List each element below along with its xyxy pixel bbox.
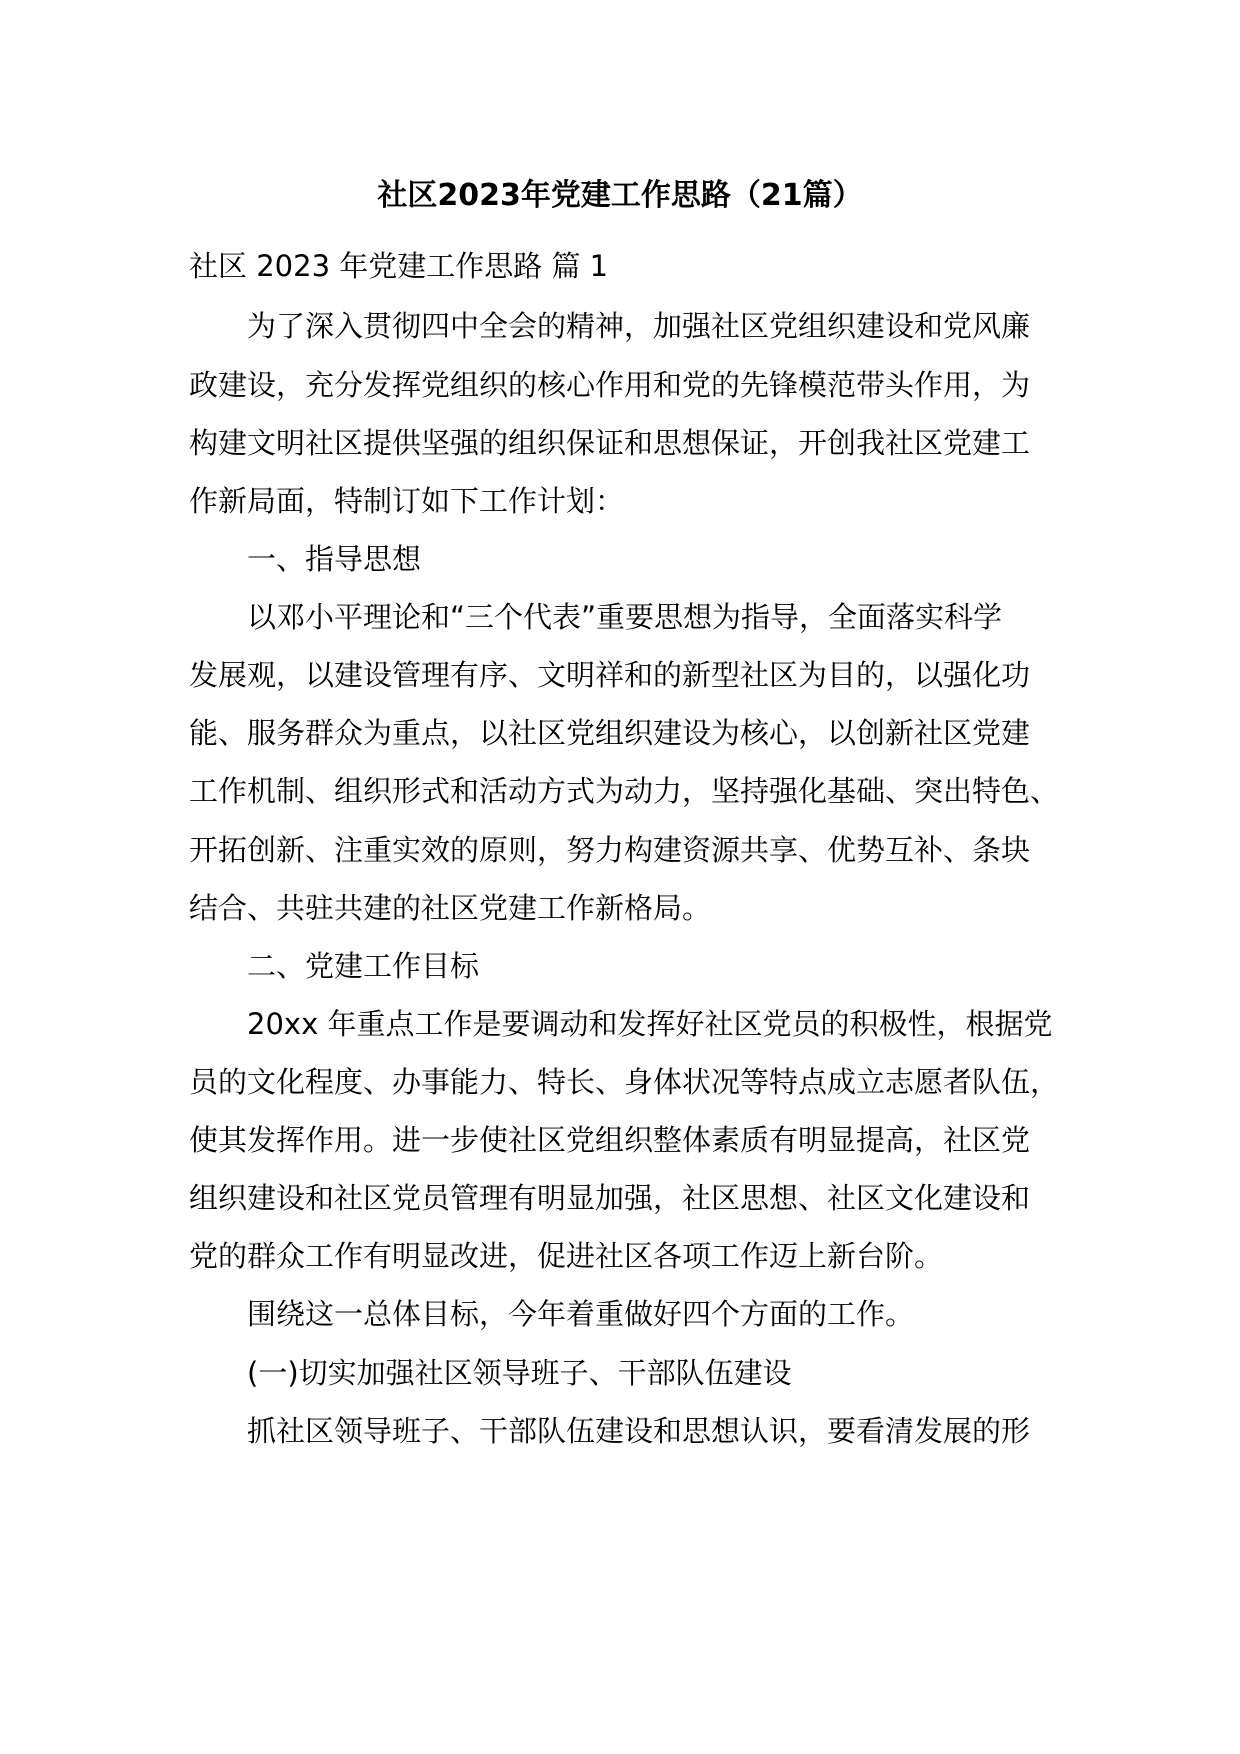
paragraph-line: 开拓创新、注重实效的原则，努力构建资源共享、优势互补、条块: [189, 833, 1031, 867]
paragraph-line: 能、服务群众为重点，以社区党组织建设为核心，以创新社区党建: [189, 716, 1031, 750]
paragraph-line: 以邓小平理论和“三个代表”重要思想为指导，全面落实科学: [247, 600, 1003, 634]
paragraph-line: 构建文明社区提供坚强的组织保证和思想保证，开创我社区党建工: [189, 426, 1031, 460]
paragraph-line: 作新局面，特制订如下工作计划：: [189, 484, 625, 518]
paragraph-line: 员的文化程度、办事能力、特长、身体状况等特点成立志愿者队伍，: [189, 1065, 1060, 1099]
paragraph-line: 抓社区领导班子、干部队伍建设和思想认识，要看清发展的形: [247, 1414, 1031, 1448]
paragraph-line: 党的群众工作有明显改进，促进社区各项工作迈上新台阶。: [189, 1239, 944, 1273]
subheading: 一、指导思想: [247, 542, 422, 576]
paragraph-line: 工作机制、组织形式和活动方式为动力，坚持强化基础、突出特色、: [189, 774, 1060, 808]
paragraph-line: 结合、共驻共建的社区党建工作新格局。: [189, 891, 712, 925]
paragraph-line: 政建设，充分发挥党组织的核心作用和党的先锋模范带头作用，为: [189, 368, 1031, 402]
paragraph-line: 20xx 年重点工作是要调动和发挥好社区党员的积极性，根据党: [247, 1007, 1053, 1041]
paragraph-line: 组织建设和社区党员管理有明显加强，社区思想、社区文化建设和: [189, 1181, 1031, 1215]
paragraph-line: 发展观，以建设管理有序、文明祥和的新型社区为目的，以强化功: [189, 658, 1031, 692]
paragraph-line: 使其发挥作用。进一步使社区党组织整体素质有明显提高，社区党: [189, 1123, 1031, 1157]
paragraph-line: 为了深入贯彻四中全会的精神，加强社区党组织建设和党风廉: [247, 309, 1031, 343]
document-title: 社区2023年党建工作思路（21篇）: [377, 178, 863, 213]
subheading: 二、党建工作目标: [247, 949, 480, 983]
paragraph-line: 围绕这一总体目标，今年着重做好四个方面的工作。: [247, 1297, 915, 1331]
section-heading: 社区 2023 年党建工作思路 篇 1: [189, 249, 609, 283]
subheading: (一)切实加强社区领导班子、干部队伍建设: [247, 1356, 792, 1390]
